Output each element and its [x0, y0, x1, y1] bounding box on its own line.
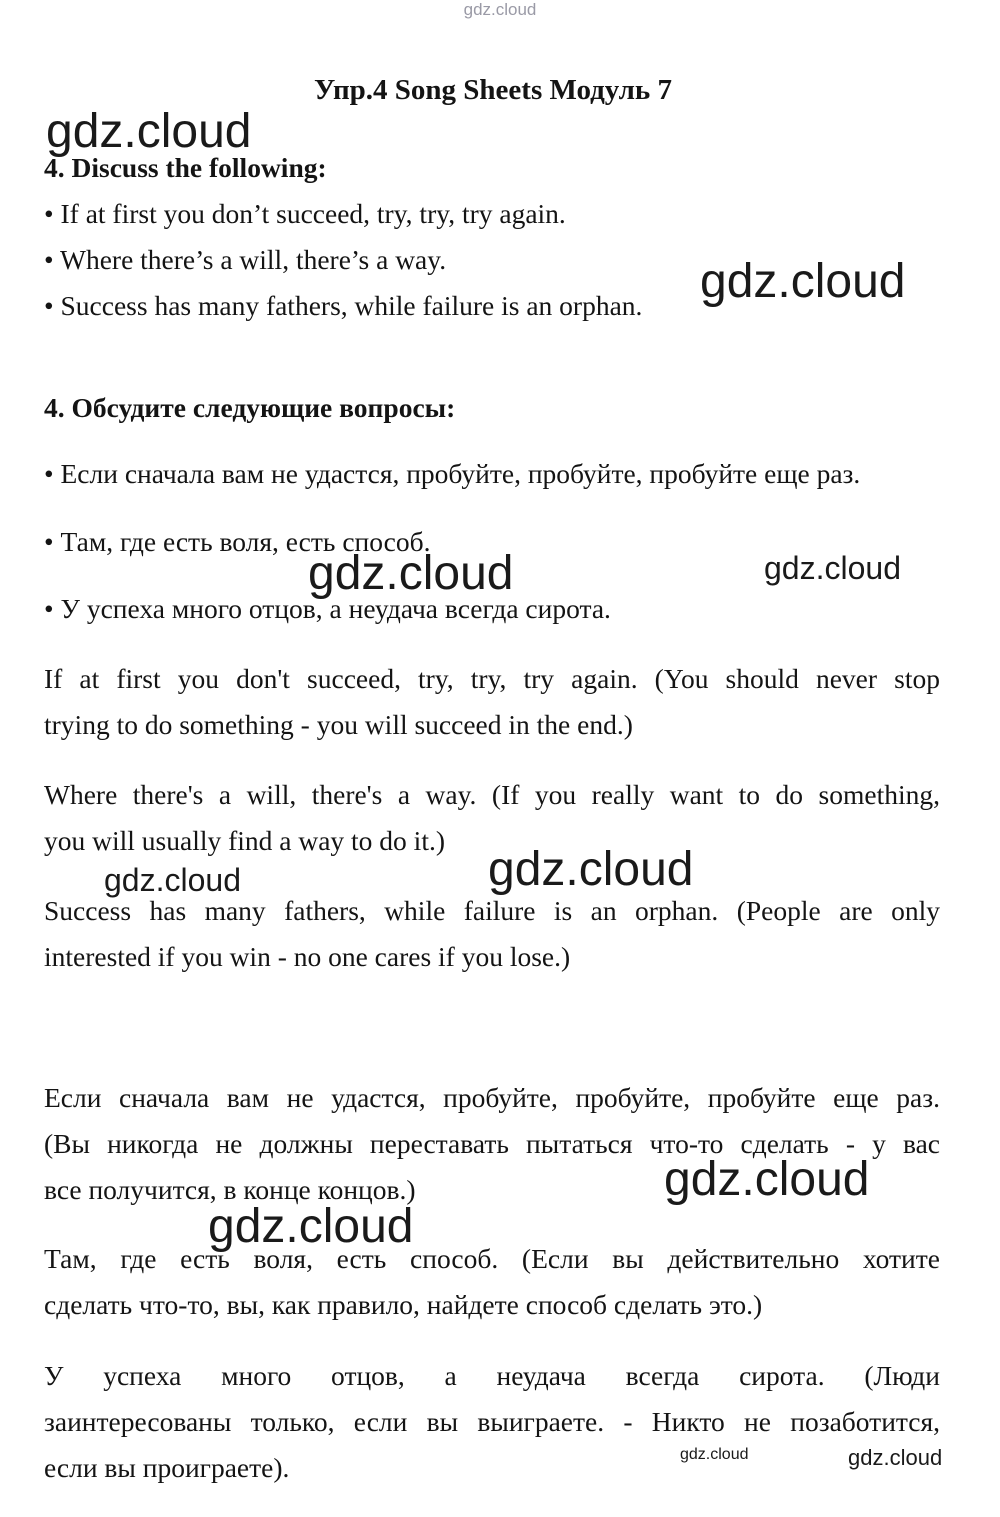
watermark: gdz.cloud [488, 843, 694, 896]
watermark: gdz.cloud [308, 547, 514, 600]
explanation-ru-line: (Вы никогда не должны переставать пытаться что-то сделать - у вас [44, 1128, 940, 1159]
russian-bullet: • Там, где есть воля, есть способ. [44, 526, 431, 557]
english-bullet: • If at first you don’t succeed, try, try, try again. [44, 198, 566, 229]
english-bullet: • Success has many fathers, while failure is an orphan. [44, 290, 643, 321]
watermark: gdz.cloud [680, 1446, 749, 1463]
watermark: gdz.cloud [664, 1153, 870, 1206]
explanation-en-line: If at first you don't succeed, try, try, try again. (You should never stop [44, 663, 940, 694]
english-bullet: • Where there’s a will, there’s a way. [44, 244, 447, 275]
explanation-en-line: interested if you win - no one cares if you lose.) [44, 941, 571, 972]
watermark: gdz.cloud [764, 550, 901, 586]
watermark-top: gdz.cloud [463, 0, 537, 19]
watermark: gdz.cloud [104, 862, 241, 898]
watermark: gdz.cloud [208, 1200, 414, 1253]
russian-heading: 4. Обсудите следующие вопросы: [44, 392, 456, 423]
watermark: gdz.cloud [46, 105, 252, 158]
explanation-ru-line: все получится, в конце концов.) [44, 1174, 416, 1205]
explanation-ru-line: Там, где есть воля, есть способ. (Если вы действительно хотите [44, 1243, 940, 1274]
explanation-ru-line: заинтересованы только, если вы выиграете. - Никто не позаботится, [44, 1406, 940, 1437]
page-title: Упр.4 Song Sheets Модуль 7 [314, 74, 672, 106]
russian-bullet: • У успеха много отцов, а неудача всегда сирота. [44, 593, 611, 624]
explanation-en-line: trying to do something - you will succeed in the end.) [44, 709, 633, 740]
explanation-ru-line: Если сначала вам не удастся, пробуйте, пробуйте, пробуйте еще раз. [44, 1082, 940, 1113]
explanation-en-line: Where there's a will, there's a way. (If you really want to do something, [44, 779, 940, 810]
watermark: gdz.cloud [700, 255, 906, 308]
watermark: gdz.cloud [848, 1445, 943, 1470]
explanation-ru-line: сделать что-то, вы, как правило, найдете способ сделать это.) [44, 1289, 763, 1320]
english-heading: 4. Discuss the following: [44, 152, 327, 183]
explanation-ru-line: У успеха много отцов, а неудача всегда сирота. (Люди [44, 1360, 940, 1391]
russian-bullet: • Если сначала вам не удастся, пробуйте, пробуйте, пробуйте еще раз. [44, 458, 861, 489]
explanation-en-line: you will usually find a way to do it.) [44, 825, 445, 856]
explanation-ru-line: если вы проиграете). [44, 1452, 290, 1483]
explanation-en-line: Success has many fathers, while failure is an orphan. (People are only [44, 895, 940, 926]
